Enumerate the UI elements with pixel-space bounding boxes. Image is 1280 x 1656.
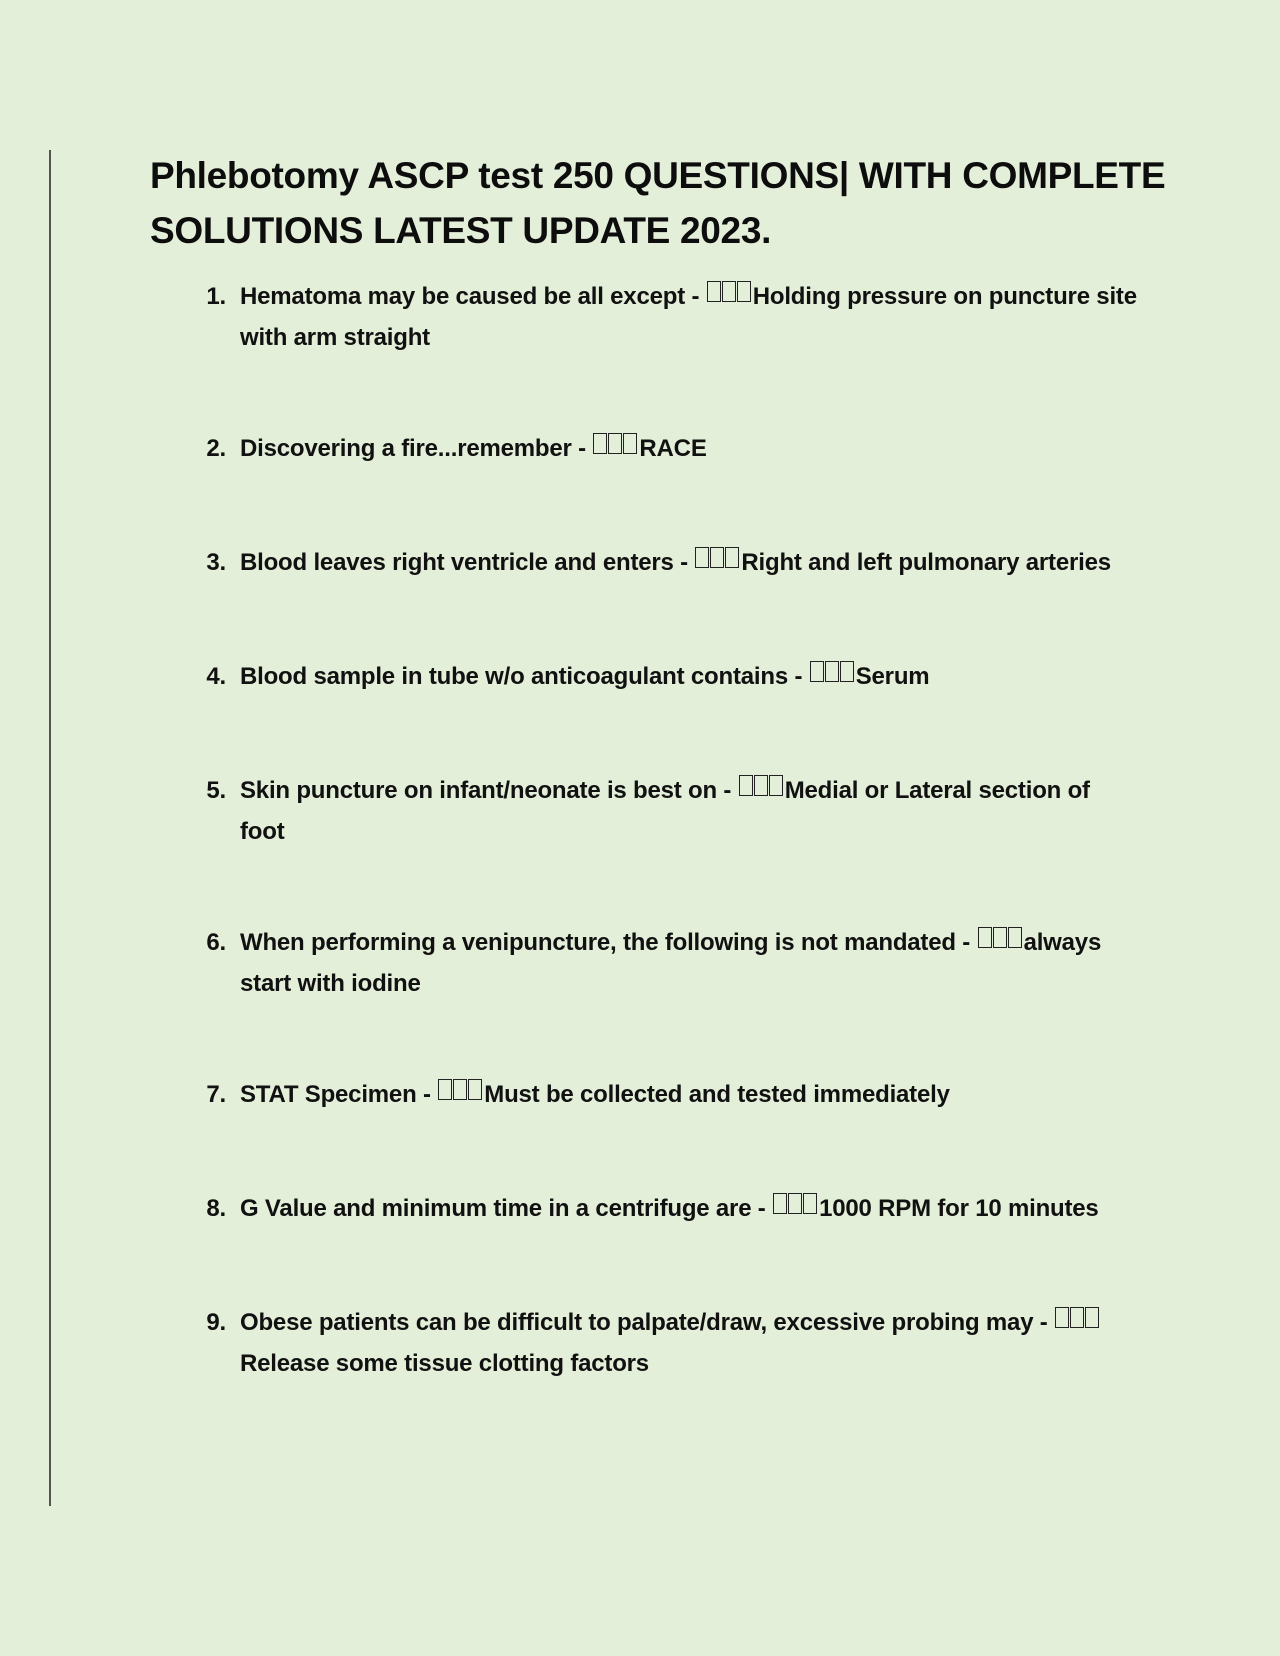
question-number: 7. [206, 1081, 226, 1108]
missing-glyph-icon [773, 1193, 818, 1231]
question-text: When performing a venipuncture, the following is not mandated [240, 929, 956, 956]
question-item-4 [180, 658, 1140, 699]
question-item-3 [180, 544, 1140, 585]
question-answer-separator: - [751, 1195, 773, 1222]
question-body [226, 544, 1140, 585]
answer-text: Holding pressure on puncture site with arm straight [240, 283, 1137, 351]
question-body [226, 430, 1140, 471]
question-answer-separator: - [955, 929, 977, 956]
question-number: 8. [206, 1195, 226, 1222]
question-body [226, 772, 1140, 851]
question-text: Blood leaves right ventricle and enters [240, 549, 674, 576]
question-item-8 [180, 1190, 1140, 1231]
question-number: 2. [206, 435, 226, 462]
question-list [180, 278, 1140, 1383]
question-item-5 [180, 772, 1140, 851]
question-text: Discovering a fire...remember [240, 435, 572, 462]
missing-glyph-icon [593, 433, 638, 471]
question-answer-separator: - [685, 283, 706, 310]
question-body [226, 278, 1140, 357]
question-item-9 [180, 1304, 1140, 1383]
question-body [226, 1190, 1140, 1231]
question-item-2 [180, 430, 1140, 471]
question-answer-separator: - [1033, 1309, 1055, 1336]
question-item-6 [180, 924, 1140, 1003]
question-item-1 [180, 278, 1140, 357]
question-answer-separator: - [571, 435, 593, 462]
question-number: 6. [206, 929, 226, 956]
question-body [226, 1304, 1140, 1383]
question-text: Hematoma may be caused be all except [240, 283, 686, 310]
missing-glyph-icon [978, 927, 1023, 965]
answer-text: Right and left pulmonary arteries [741, 549, 1111, 576]
answer-text: Must be collected and tested immediately [484, 1081, 950, 1108]
missing-glyph-icon [739, 775, 784, 813]
answer-text: always start with iodine [240, 929, 1102, 997]
question-body [226, 924, 1140, 1003]
answer-text: Serum [855, 663, 930, 690]
question-number: 5. [206, 777, 226, 804]
missing-glyph-icon [695, 547, 740, 585]
question-number: 1. [206, 283, 226, 310]
document-title: Phlebotomy ASCP test 250 QUESTIONS| WITH COMPLETE SOLUTIONS LATEST UPDATE 2023. [150, 155, 1166, 251]
question-body [226, 658, 1140, 699]
question-number: 9. [206, 1309, 226, 1336]
question-answer-separator: - [787, 663, 809, 690]
left-margin-rule [49, 150, 51, 1506]
question-answer-separator: - [673, 549, 695, 576]
question-answer-separator: - [716, 777, 738, 804]
question-number: 4. [206, 663, 226, 690]
question-body [226, 1076, 1140, 1117]
answer-text: Medial or Lateral section of foot [240, 777, 1090, 845]
answer-text: RACE [639, 435, 707, 462]
question-text: STAT Specimen [240, 1081, 417, 1108]
question-text: G Value and minimum time in a centrifuge are [240, 1195, 752, 1222]
missing-glyph-icon [438, 1079, 483, 1117]
question-item-7 [180, 1076, 1140, 1117]
missing-glyph-icon [707, 281, 752, 319]
missing-glyph-icon [1055, 1307, 1100, 1345]
question-text: Blood sample in tube w/o anticoagulant contains [240, 663, 788, 690]
question-text: Obese patients can be difficult to palpate/draw, excessive probing may [240, 1309, 1034, 1336]
answer-text: 1000 RPM for 10 minutes [819, 1195, 1099, 1222]
answer-text: Release some tissue clotting factors [240, 1350, 649, 1377]
question-text: Skin puncture on infant/neonate is best on [240, 777, 717, 804]
missing-glyph-icon [810, 661, 855, 699]
question-number: 3. [206, 549, 226, 576]
question-answer-separator: - [416, 1081, 438, 1108]
